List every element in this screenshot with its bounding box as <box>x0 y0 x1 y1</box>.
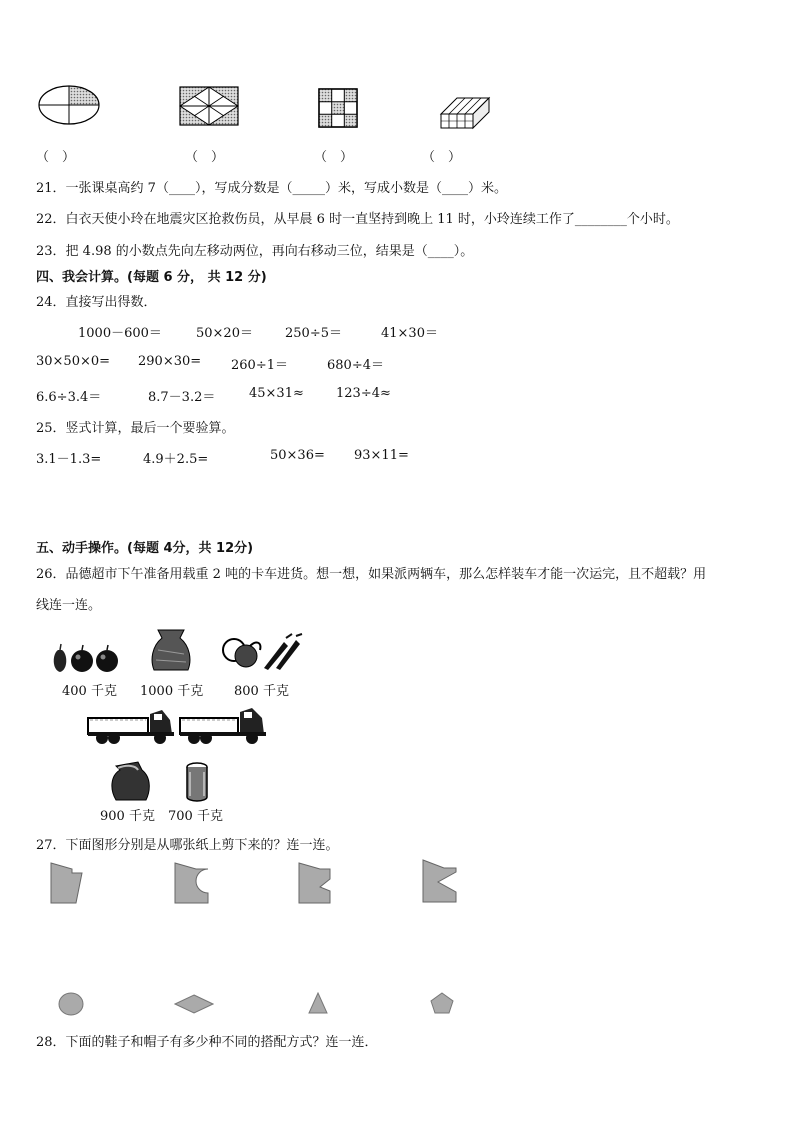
goods-weight-5: 700 千克 <box>168 809 223 824</box>
goods-weight-4: 900 千克 <box>100 809 155 824</box>
calc-r2-c1: 30×50×0= <box>36 354 111 369</box>
vertical-calc-1: 3.1－1.3= <box>36 452 102 467</box>
figure-stacked-bars <box>437 92 491 132</box>
question-26-line2: 线连一连。 <box>36 598 102 613</box>
vertical-calc-2: 4.9＋2.5= <box>143 452 209 467</box>
truck-1-image[interactable] <box>86 706 176 746</box>
figure-grid-square <box>318 88 358 128</box>
figure-oval-quarters <box>37 84 101 126</box>
calc-r3-c4: 123÷4≈ <box>336 386 391 401</box>
calc-r2-c4: 680÷4＝ <box>327 358 384 373</box>
cut-piece-3[interactable] <box>298 861 332 905</box>
bag-image <box>108 760 154 802</box>
goods-weight-1: 400 千克 <box>62 684 117 699</box>
calc-r1-c3: 250÷5＝ <box>285 326 342 341</box>
cut-piece-1[interactable] <box>50 861 84 905</box>
question-25: 25．竖式计算，最后一个要验算。 <box>36 421 235 436</box>
cut-piece-2[interactable] <box>174 861 210 905</box>
calc-r1-c4: 41×30＝ <box>381 326 438 341</box>
vegetables-image <box>220 632 304 672</box>
figure-rect-diamond <box>179 86 239 126</box>
calc-r1-c1: 1000－600＝ <box>78 326 162 341</box>
diamond-paper[interactable] <box>174 994 214 1014</box>
answer-blank-1[interactable]: （ ） <box>36 150 76 165</box>
question-27: 27．下面图形分别是从哪张纸上剪下来的？连一连。 <box>36 838 339 853</box>
question-28: 28．下面的鞋子和帽子有多少种不同的搭配方式？连一连． <box>36 1035 378 1050</box>
answer-blank-2[interactable]: （ ） <box>185 150 225 165</box>
section-5-title: 五、动手操作。(每题 4分，共 12分) <box>36 541 254 556</box>
question-26-line1: 26．品德超市下午准备用载重 2 吨的卡车进货。想一想，如果派两辆车，那么怎样装车才能一次运完，且不超载？用 <box>36 567 707 582</box>
answer-blank-3[interactable]: （ ） <box>314 150 354 165</box>
vertical-calc-4: 93×11= <box>354 448 409 463</box>
question-23: 23．把 4.98 的小数点先向左移动两位，再向右移动三位，结果是（____）。 <box>36 244 474 259</box>
question-22: 22．白衣天使小玲在地震灾区抢救伤员，从早晨 6 时一直坚持到晚上 11 时，小玲连续工作了________个小时。 <box>36 212 679 227</box>
barrel-image <box>184 762 210 802</box>
circle-paper[interactable] <box>58 992 84 1016</box>
goods-weight-2: 1000 千克 <box>140 684 204 699</box>
calc-r3-c3: 45×31≈ <box>249 386 304 401</box>
sack-image <box>148 626 194 672</box>
calc-r3-c2: 8.7－3.2＝ <box>148 390 216 405</box>
fruit-image <box>48 642 120 674</box>
answer-blank-4[interactable]: （ ） <box>422 150 462 165</box>
section-4-title: 四、我会计算。(每题 6 分， 共 12 分) <box>36 270 267 285</box>
calc-r2-c2: 290×30= <box>138 354 202 369</box>
goods-weight-3: 800 千克 <box>234 684 289 699</box>
cut-piece-4[interactable] <box>422 858 458 904</box>
question-24: 24．直接写出得数． <box>36 295 157 310</box>
triangle-paper[interactable] <box>308 992 328 1014</box>
question-21: 21．一张课桌高约 7（____），写成分数是（_____）米，写成小数是（____）米。 <box>36 181 507 196</box>
calc-r3-c1: 6.6÷3.4＝ <box>36 390 102 405</box>
truck-2-image[interactable] <box>178 704 268 746</box>
calc-r2-c3: 260÷1＝ <box>231 358 288 373</box>
pentagon-paper[interactable] <box>430 992 454 1014</box>
vertical-calc-3: 50×36= <box>270 448 325 463</box>
calc-r1-c2: 50×20＝ <box>196 326 253 341</box>
